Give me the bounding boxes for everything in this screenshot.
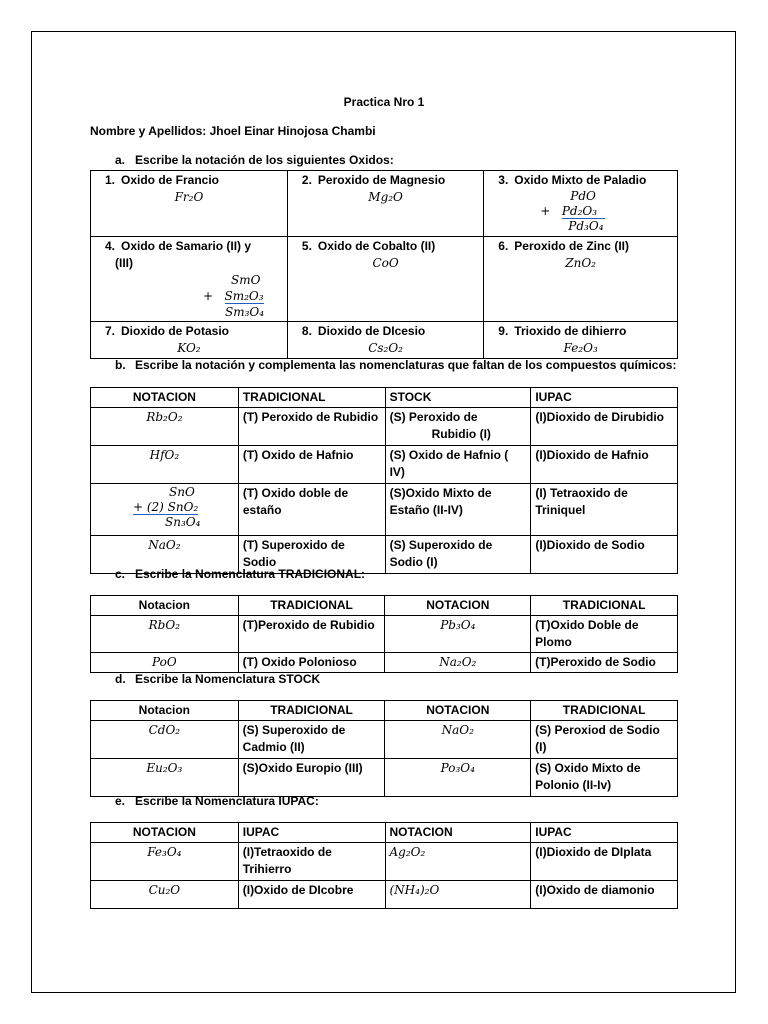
oxide-cell: 5. Oxido de Cobalto (II) CoO (287, 237, 483, 322)
table-row: SnO + (2) SnO₂ Sn₃O₄ (T) Oxido doble de estaño (S)Oxido Mixto de Estaño (II-IV) (I) Tetraoxido de Triniquel (91, 484, 678, 536)
column-header: IUPAC (531, 388, 678, 408)
table-row: Cu₂O (I)Oxido de DIcobre (NH₄)₂O (I)Oxido de diamonio (91, 881, 678, 909)
column-header: NOTACION (91, 388, 239, 408)
table-row: CdO₂ (S) Superoxido de Cadmio (II) NaO₂ (S) Peroxiod de Sodio (I) (91, 721, 678, 759)
table-row: Eu₂O₃ (S)Oxido Europio (III) Po₃O₄ (S) Oxido Mixto de Polonio (II-Iv) (91, 759, 678, 797)
section-a-heading (115, 153, 394, 167)
column-header: TRADICIONAL (238, 388, 385, 408)
oxide-cell: 4. Oxido de Samario (II) y (III) SmO + Sm₂O₃ Sm₃O₄ (91, 237, 288, 322)
section-e-table: NOTACION IUPAC NOTACION IUPAC Fe₃O₄ (I)Tetraoxido de Trihierro Ag₂O₂ (I)Dioxido de DIplata Cu₂O (I)Oxido de DIcobre (NH₄)₂O (I)Oxido de diamonio (90, 822, 678, 909)
section-c-table: Notacion TRADICIONAL NOTACION TRADICIONAL RbO₂ (T)Peroxido de Rubidio Pb₃O₄ (T)Oxido Doble de Plomo PoO (T) Oxido Polonioso Na₂O₂ (T)Peroxido de Sodio (90, 595, 678, 673)
table-row: Rb₂O₂ (T) Peroxido de Rubidio (S) Peroxido de Rubidio (I) (I)Dioxido de Dirubidio (91, 408, 678, 446)
section-b-table (90, 387, 678, 574)
section-c-heading: c. Escribe la Nomenclatura TRADICIONAL: (115, 567, 366, 581)
oxide-cell: 3. Oxido Mixto de Paladio PdO + Pd₂O₃ Pd₃O₄ (484, 171, 678, 237)
section-d-table: Notacion TRADICIONAL NOTACION TRADICIONAL CdO₂ (S) Superoxido de Cadmio (II) NaO₂ (S) Peroxiod de Sodio (I) Eu₂O₃ (S)Oxido Europio (III) Po₃O₄ (S) Oxido Mixto de Polonio (II-Iv) (90, 700, 678, 797)
document-title: Practica Nro 1 (343, 95, 425, 109)
table-row: HfO₂ (T) Oxido de Hafnio (S) Oxido de Hafnio ( IV) (I)Dioxido de Hafnio (91, 446, 678, 484)
table-row: Fe₃O₄ (I)Tetraoxido de Trihierro Ag₂O₂ (I)Dioxido de DIplata (91, 843, 678, 881)
table-row: PoO (T) Oxido Polonioso Na₂O₂ (T)Peroxido de Sodio (91, 653, 678, 673)
table-row: NaO₂ (T) Superoxido de Sodio (S) Superoxido de Sodio (I) (I)Dioxido de Sodio (91, 536, 678, 574)
section-a-table (90, 170, 678, 359)
oxide-cell: 6. Peroxido de Zinc (II) ZnO₂ (484, 237, 678, 322)
oxide-cell: 2. Peroxido de Magnesio Mg₂O (287, 171, 483, 237)
oxide-cell: 7. Dioxido de Potasio KO₂ (91, 322, 288, 359)
section-b-heading: b. Escribe la notación y complementa las nomenclaturas que faltan de los compuestos químicos: (115, 358, 677, 372)
section-e-heading: e. Escribe la Nomenclatura IUPAC: (115, 794, 319, 808)
column-header: STOCK (385, 388, 531, 408)
oxide-cell: 8. Dioxido de DIcesio Cs₂O₂ (287, 322, 483, 359)
section-title: Escribe la notación de los siguientes Oxidos: (135, 153, 394, 167)
oxide-cell: 9. Trioxido de dihierro Fe₂O₃ (484, 322, 678, 359)
oxide-cell: 1. Oxido de Francio Fr₂O (91, 171, 288, 237)
student-name: Nombre y Apellidos: Jhoel Einar Hinojosa Chambi (90, 124, 376, 138)
section-d-heading: d. Escribe la Nomenclatura STOCK (115, 672, 321, 686)
section-letter: a. (115, 153, 126, 167)
table-row: RbO₂ (T)Peroxido de Rubidio Pb₃O₄ (T)Oxido Doble de Plomo (91, 616, 678, 653)
